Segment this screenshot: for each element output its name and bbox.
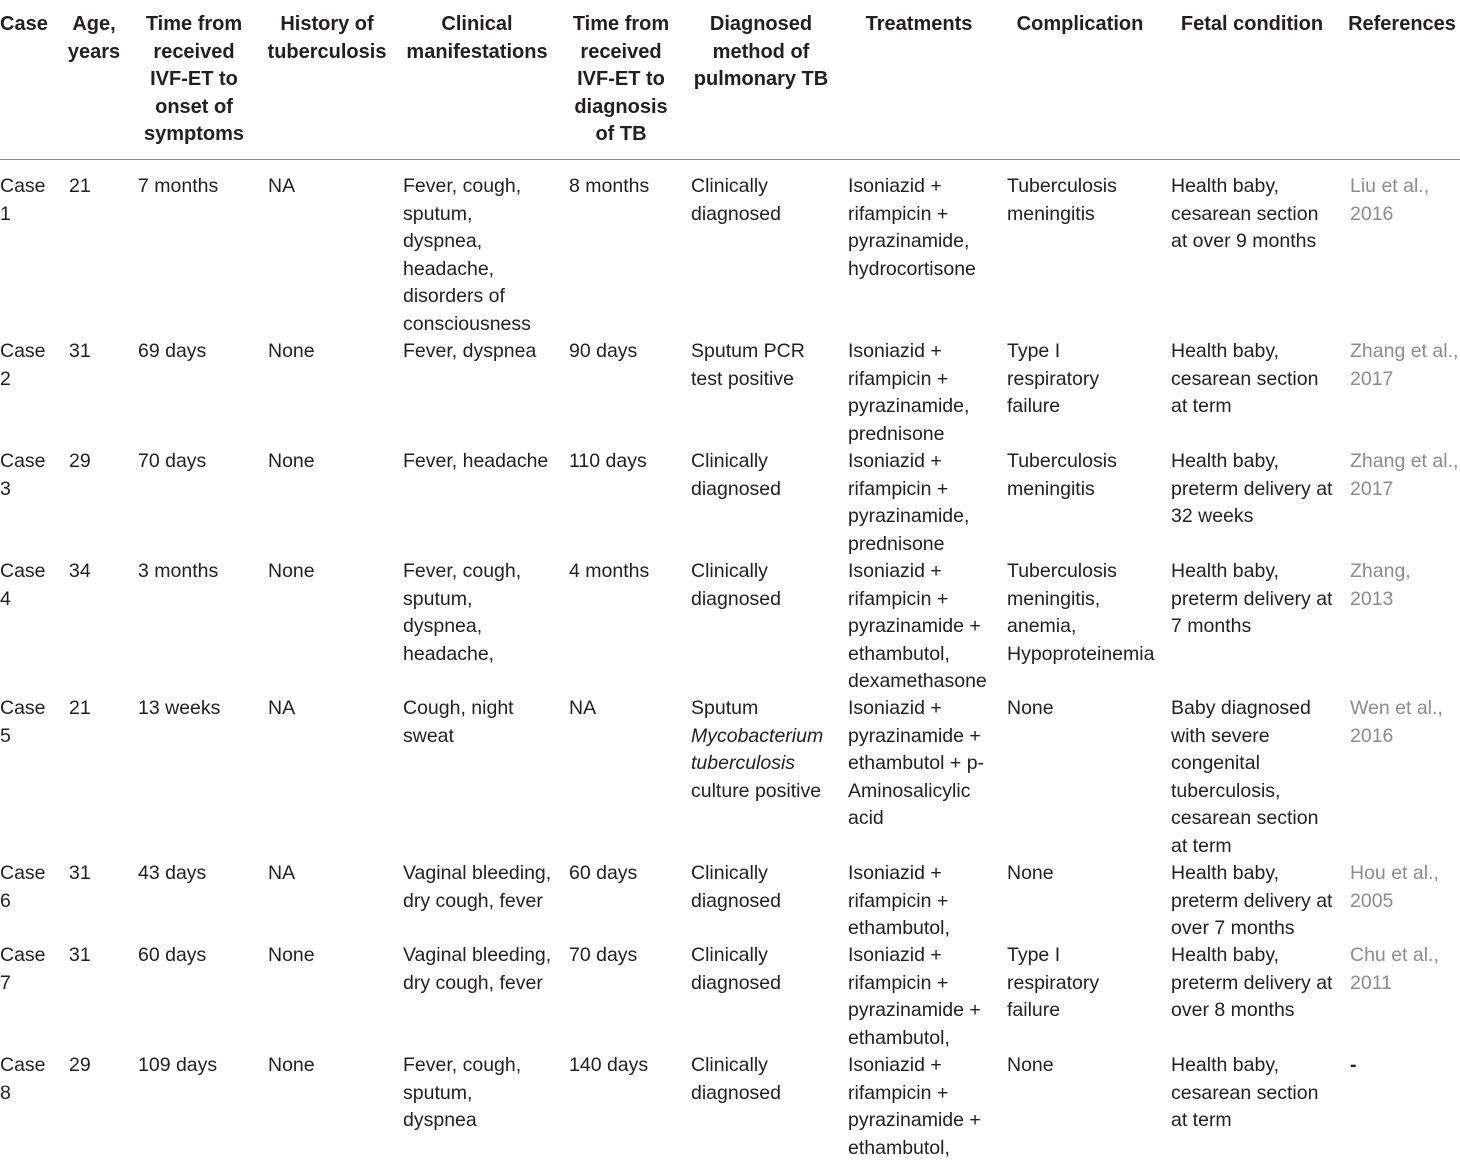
diagnosis-time-cell: 60 days [569,862,638,884]
fetal-condition-cell: Health baby, preterm delivery at over 7 months [1171,862,1333,939]
header-rule [0,159,1460,160]
case-cell: Case 3 [0,450,46,500]
treatments-cell: Isoniazid + rifampicin + ethambutol, [848,862,950,939]
case-cell: Case 8 [0,1054,46,1104]
onset-cell: 3 months [138,560,219,582]
onset-cell: 109 days [138,1054,218,1076]
complication-cell: Tuberculosis meningitis, anemia, Hypoproteinemia [1007,560,1155,665]
history-cell: NA [268,697,296,719]
onset-cell: 70 days [138,450,207,472]
method-text: Sputum [691,697,759,719]
case-cell: Case 7 [0,944,46,994]
header-complication: Complication [1016,13,1144,35]
method-cell: Clinically diagnosed [691,560,781,610]
reference-link[interactable]: Wen et al., 2016 [1350,697,1443,747]
age-cell: 31 [69,944,91,966]
case-cell: Case 2 [0,340,46,390]
method-cell: Sputum PCR test positive [691,340,805,390]
header-fetal-condition: Fetal condition [1180,13,1324,35]
manifestations-cell: Fever, cough, sputum, dyspnea [403,1054,522,1131]
fetal-condition-cell: Baby diagnosed with severe congenital tuberculosis, cesarean section at term [1171,697,1319,857]
manifestations-cell: Fever, cough, sputum, dyspnea, headache, disorders of consciousness [403,175,531,335]
treatments-cell: Isoniazid + rifampicin + pyrazinamide, prednisone [848,340,970,445]
complication-cell: Type I respiratory failure [1007,340,1100,417]
fetal-condition-cell: Health baby, cesarean section at term [1171,340,1319,417]
case-cell: Case 5 [0,697,46,747]
complication-cell: Type I respiratory failure [1007,944,1100,1021]
history-cell: None [268,944,315,966]
age-cell: 29 [69,450,91,472]
age-cell: 29 [69,1054,91,1076]
manifestations-cell: Vaginal bleeding, dry cough, fever [403,862,552,912]
age-cell: 21 [69,175,91,197]
reference-link[interactable]: Zhang et al., 2017 [1350,340,1459,390]
reference-link[interactable]: Hou et al., 2005 [1350,862,1439,912]
reference-link[interactable]: Liu et al., 2016 [1350,175,1430,225]
history-cell: NA [268,862,296,884]
method-cell: Clinically diagnosed [691,862,781,912]
history-cell: None [268,340,315,362]
treatments-cell: Isoniazid + pyrazinamide + ethambutol + p- Aminosalicylic acid [848,697,985,829]
manifestations-cell: Fever, cough, sputum, dyspnea, headache, [403,560,522,665]
fetal-condition-cell: Health baby, cesarean section at term [1171,1054,1319,1131]
complication-cell: None [1007,862,1054,884]
treatments-cell: Isoniazid + rifampicin + pyrazinamide, prednisone [848,450,970,555]
fetal-condition-cell: Health baby, preterm delivery at over 8 months [1171,944,1333,1021]
reference-link[interactable]: Zhang, 2013 [1350,560,1411,610]
history-cell: NA [268,175,296,197]
age-cell: 31 [69,340,91,362]
header-onset-time: Time from received IVF-ET to onset of symptoms [143,13,245,145]
onset-cell: 69 days [138,340,207,362]
method-organism-name: Mycobacterium tuberculosis [691,724,824,774]
method-text: culture positive [691,779,822,802]
onset-cell: 43 days [138,862,207,884]
treatments-cell: Isoniazid + rifampicin + pyrazinamide + ethambutol, dexamethasone [848,560,987,692]
header-case: Case [0,13,48,35]
complication-cell: None [1007,697,1054,719]
reference-link[interactable]: Zhang et al., 2017 [1350,450,1459,500]
header-age: Age, years [67,13,121,63]
case-cell: Case 4 [0,560,46,610]
header-treatments: Treatments [865,13,973,35]
fetal-condition-cell: Health baby, cesarean section at over 9 months [1171,175,1319,252]
diagnosis-time-cell: 90 days [569,340,638,362]
treatments-cell: Isoniazid + rifampicin + pyrazinamide, hydrocortisone [848,175,976,280]
header-manifestations: Clinical manifestations [406,13,548,63]
manifestations-cell: Cough, night sweat [403,697,514,747]
age-cell: 21 [69,697,91,719]
header-diagnosis-time: Time from received IVF-ET to diagnosis of TB [572,13,670,145]
manifestations-cell: Vaginal bleeding, dry cough, fever [403,944,552,994]
fetal-condition-cell: Health baby, preterm delivery at 7 months [1171,560,1333,637]
method-cell: Clinically diagnosed [691,450,781,500]
header-method: Diagnosed method of pulmonary TB [693,13,829,90]
method-cell [691,695,823,805]
header-references: References [1348,13,1456,35]
header-history: History of tuberculosis [267,13,387,63]
fetal-condition-cell: Health baby, preterm delivery at 32 weeks [1171,450,1333,527]
history-cell: None [268,450,315,472]
onset-cell: 60 days [138,944,207,966]
complication-cell: None [1007,1054,1054,1076]
history-cell: None [268,560,315,582]
method-cell: Clinically diagnosed [691,1054,781,1104]
case-cell: Case 1 [0,175,46,225]
reference-link[interactable]: Chu et al., 2011 [1350,944,1439,994]
method-cell: Clinically diagnosed [691,944,781,994]
diagnosis-time-cell: 140 days [569,1054,649,1076]
manifestations-cell: Fever, dyspnea [403,340,537,362]
history-cell: None [268,1054,315,1076]
onset-cell: 7 months [138,175,219,197]
diagnosis-time-cell: 8 months [569,175,650,197]
case-cell: Case 6 [0,862,46,912]
complication-cell: Tuberculosis meningitis [1007,175,1117,225]
age-cell: 31 [69,862,91,884]
manifestations-cell: Fever, headache [403,450,549,472]
onset-cell: 13 weeks [138,697,221,719]
diagnosis-time-cell: 70 days [569,944,638,966]
method-cell: Clinically diagnosed [691,175,781,225]
treatments-cell: Isoniazid + rifampicin + pyrazinamide + ethambutol, [848,1054,981,1159]
reference-cell: - [1350,1054,1357,1076]
treatments-cell: Isoniazid + rifampicin + pyrazinamide + ethambutol, [848,944,981,1049]
diagnosis-time-cell: 4 months [569,560,650,582]
complication-cell: Tuberculosis meningitis [1007,450,1117,500]
age-cell: 34 [69,560,91,582]
diagnosis-time-cell: NA [569,697,597,719]
diagnosis-time-cell: 110 days [569,450,647,472]
